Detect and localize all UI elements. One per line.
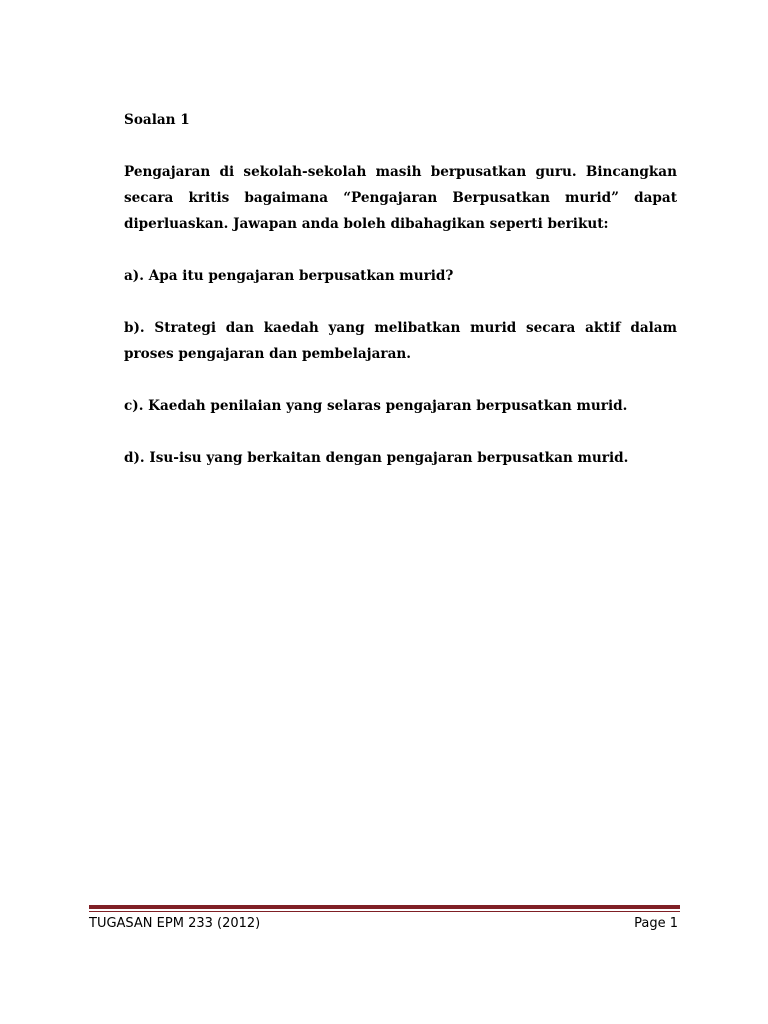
sub-question-b: b). Strategi dan kaedah yang melibatkan murid secara aktif dalam proses pengajaran dan pembelajaran. [124, 320, 677, 362]
document-body [124, 107, 677, 471]
question-intro: Pengajaran di sekolah-sekolah masih berpusatkan guru. Bincangkan secara kritis bagaimana “Pengajaran Berpusatkan murid” dapat diperluaskan. Jawapan anda boleh dibahagikan seperti berikut: [124, 164, 677, 232]
footer-page-number: Page 1 [634, 916, 678, 931]
sub-question-d: d). Isu-isu yang berkaitan dengan pengajaran berpusatkan murid. [124, 450, 629, 466]
sub-question-c: c). Kaedah penilaian yang selaras pengajaran berpusatkan murid. [124, 398, 628, 414]
sub-question-a: a). Apa itu pengajaran berpusatkan murid? [124, 268, 454, 284]
footer-rule-thick [89, 905, 680, 909]
footer-assignment-label: TUGASAN EPM 233 (2012) [89, 916, 261, 931]
footer-rule-thin [89, 911, 680, 912]
question-heading: Soalan 1 [124, 112, 190, 128]
